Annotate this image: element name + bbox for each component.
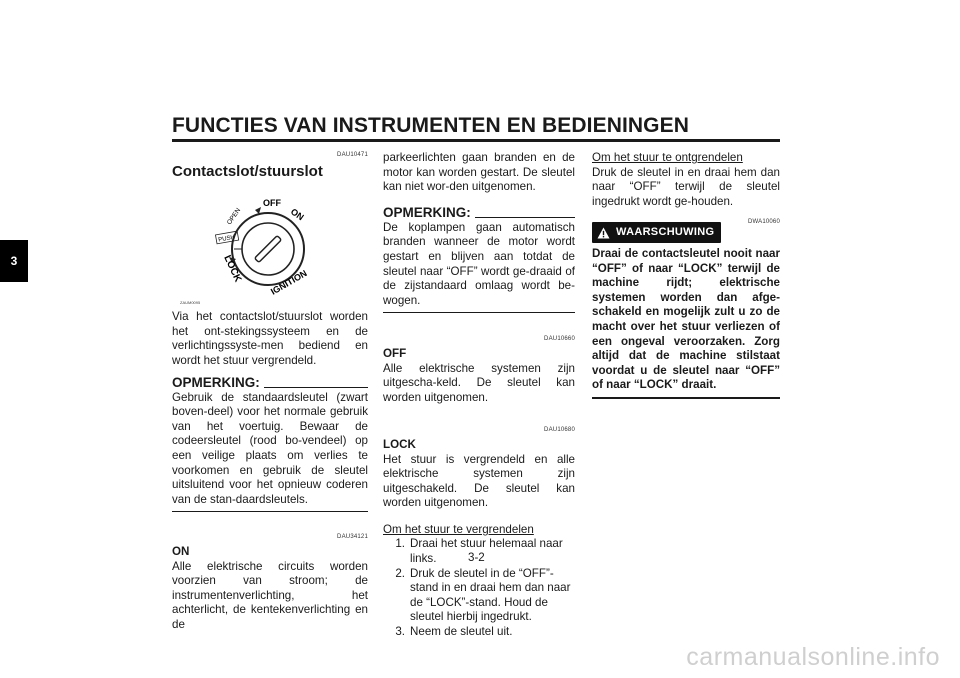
lock-label: LOCK bbox=[221, 253, 244, 285]
ignition-switch-figure bbox=[172, 179, 362, 306]
unlock-text: Druk de sleutel in en draai hem dan naar “OFF” terwijl de sleutel ingedrukt wordt ge-houden. bbox=[592, 165, 780, 208]
on-label: ON bbox=[288, 206, 306, 223]
page-number: 3-2 bbox=[468, 551, 485, 564]
note-title: OPMERKING: bbox=[172, 374, 260, 390]
section-heading: Contactslot/stuurslot bbox=[172, 162, 323, 180]
lock-text: Het stuur is vergrendeld en alle elektrische systemen zijn uitgeschakeld. De sleutel kan worden uitgenomen. bbox=[383, 452, 575, 510]
warning-triangle-icon bbox=[597, 227, 610, 239]
warning-text: Draai de contactsleutel nooit naar “OFF” of naar “LOCK” terwijl de machine rijdt; elektrische systemen worden dan afge-schakeld en mogelijk zult u zo de macht over het stuur verliezen of een ongeval veroorzaken. Zorg altijd dat de machine stilstaat voordat u de sleutel naar “OFF” of naar “LOCK” draait. bbox=[592, 246, 780, 392]
note-header bbox=[172, 375, 368, 391]
list-item: 2. Druk de sleutel in de “OFF”-stand in en draai hem dan naar de “LOCK”-stand. Houd de sleutel hierbij ingedrukt. bbox=[395, 566, 571, 624]
off-text: Alle elektrische systemen zijn uitgescha-keld. De sleutel kan worden uitgenomen. bbox=[383, 361, 575, 404]
note-text: Gebruik de standaardsleutel (zwart boven-deel) voor het normale gebruik van het voertuig. Bewaar de codeersleutel (rood bo-vendeel) op een veilige plaats om verlies te voorkomen en gebruik de sleutel uitsluitend voor het opnieuw coderen van de stan-daardsleutels. bbox=[172, 390, 368, 506]
on-text: Alle elektrische circuits worden voorzien van stroom; de instrumentenverlichting, het achterlicht, de kentekenverlichting en de bbox=[172, 559, 368, 631]
header-rule bbox=[172, 139, 780, 142]
chapter-tab: 3 bbox=[0, 240, 28, 282]
continued-text: parkeerlichten gaan branden en de motor kan worden gestart. De sleutel kan niet wor-den uitgenomen. bbox=[383, 151, 575, 194]
note-end-rule bbox=[383, 312, 575, 313]
column-2 bbox=[383, 148, 575, 640]
note-rule bbox=[264, 387, 368, 388]
column-1 bbox=[172, 148, 368, 632]
push-label: PUSH bbox=[217, 234, 236, 244]
off-heading: OFF bbox=[383, 346, 407, 360]
section-code: DAU10660 bbox=[544, 336, 575, 343]
page-header-title: FUNCTIES VAN INSTRUMENTEN EN BEDIENINGEN bbox=[172, 114, 689, 137]
note-text: De koplampen gaan automatisch branden wanneer de motor wordt gestart en blijven aan totdat de sleutel naar “OFF” wordt ge-draaid of de zijstandaard omlaag wordt be-wogen. bbox=[383, 220, 575, 307]
note-header bbox=[383, 205, 575, 221]
section-code: DAU34121 bbox=[337, 534, 368, 541]
list-item: 1. Draai het stuur helemaal naar links. bbox=[395, 537, 563, 566]
note-title: OPMERKING: bbox=[383, 204, 471, 220]
lock-subheading: Om het stuur te vergrendelen bbox=[383, 522, 534, 536]
warning-label: WAARSCHUWING bbox=[616, 226, 715, 239]
ignition-label: IGNITION bbox=[269, 268, 309, 297]
warning-header bbox=[592, 215, 780, 243]
list-item: 3. Neem de sleutel uit. bbox=[395, 625, 513, 639]
on-heading: ON bbox=[172, 544, 190, 558]
ignition-switch-icon bbox=[172, 179, 362, 307]
watermark: carmanualsonline.info bbox=[686, 643, 940, 671]
warning-code: DWA10060 bbox=[747, 219, 780, 226]
warning-badge bbox=[592, 222, 721, 243]
note-rule bbox=[475, 217, 575, 218]
warning-end-rule bbox=[592, 397, 780, 399]
section-code: DAU10471 bbox=[337, 152, 368, 158]
lock-heading: LOCK bbox=[383, 437, 416, 451]
off-label: OFF bbox=[263, 198, 281, 209]
section-code: DAU10680 bbox=[544, 427, 575, 434]
intro-text: Via het contactslot/stuurslot worden het ont-stekingssysteem en de verlichtingssyste-men bediend en wordt het stuur vergrendeld. bbox=[172, 310, 368, 367]
open-label: OPEN bbox=[225, 207, 243, 227]
figure-code: ZAUM0095 bbox=[180, 300, 201, 306]
unlock-subheading: Om het stuur te ontgrendelen bbox=[592, 151, 743, 164]
note-end-rule bbox=[172, 511, 368, 512]
column-3 bbox=[592, 148, 780, 399]
